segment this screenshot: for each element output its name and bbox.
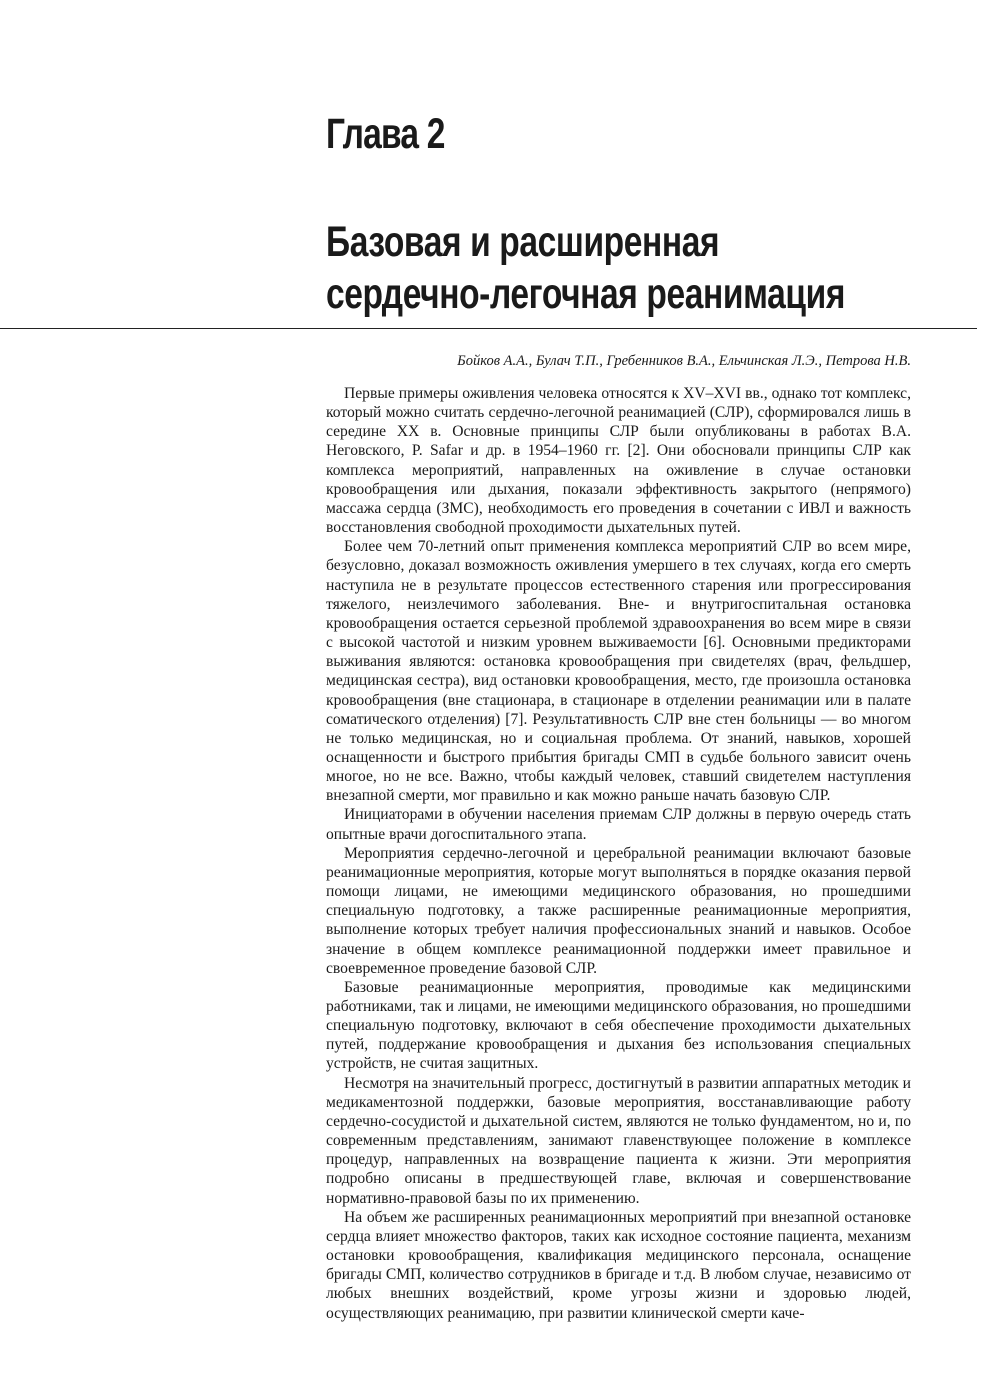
body-text: [326, 384, 911, 1323]
paragraph: Более чем 70-летний опыт применения комплекса мероприятий СЛР во всем мире, безусловно, доказал возможность оживления умершего в тех случаях, когда его смерть наступила не в результате процессов естественного старения или прогрессирования тяжелого, неизлечимого заболевания. Вне- и внутригоспитальная остановка кровообращения остается серьезной проблемой здравоохранения во всем мире в связи с высокой частотой и низким уровнем выживаемости [6]. Основными предикторами выживания являются: остановка кровообращения при свидетелях (врач, фельдшер, медицинская сестра), вид остановки кровообращения, место, где произошла остановка кровообращения (вне стационара, в стационаре в отделении реанимации или в палате соматического отделения) [7]. Результативность СЛР вне стен больницы — во многом не только медицинская, но и социальная проблема. От знаний, навыков, хорошей оснащенности и быстрого прибытия бригады СМП в судьбе больного зависит очень многое, но не все. Важно, чтобы каждый человек, ставший свидетелем наступления внезапной смерти, мог правильно и как можно раньше начать базовую СЛР.: [326, 538, 911, 805]
chapter-title: [326, 216, 845, 320]
paragraph: Инициаторами в обучении населения приемам СЛР должны в первую очередь стать опытные врачи догоспитального этапа.: [326, 806, 911, 843]
paragraph: Базовые реанимационные мероприятия, проводимые как медицинскими работниками, так и лицами, не имеющими медицинского образования, но прошедшими специальную подготовку, включают в себя обеспечение проходимости дыхательных путей, поддержание кровообращения и дыхания без использования специальных устройств, не считая защитных.: [326, 978, 911, 1073]
paragraph: Мероприятия сердечно-легочной и церебральной реанимации включают базовые реанимационные мероприятия, которые могут выполняться в порядке оказания первой помощи лицами, не имеющими медицинского образования, но прошедшими специальную подготовку, а также расширенные реанимационные мероприятия, выполнение которых требует наличия профессиональных знаний и навыков. Особое значение в общем комплексе реанимационной поддержки имеет правильное и своевременное проведение базовой СЛР.: [326, 844, 911, 977]
title-divider: [0, 328, 977, 329]
paragraph: На объем же расширенных реанимационных мероприятий при внезапной остановке сердца влияет множество факторов, таких как исходное состояние пациента, механизм остановки кровообращения, квалификация медицинского персонала, оснащение бригады СМП, количество сотрудников в бригаде и т.д. В любом случае, независимо от любых внешних воздействий, кроме угрозы жизни и здоровью людей, осуществляющих реанимацию, при развитии клинической смерти каче-: [326, 1208, 911, 1322]
chapter-title-line-1: Базовая и расширенная: [326, 218, 720, 266]
chapter-title-line-2: сердечно-легочная реанимация: [326, 270, 846, 318]
chapter-label: Глава 2: [326, 110, 445, 158]
paragraph: Первые примеры оживления человека относятся к XV–XVI вв., однако тот комплекс, который можно считать сердечно-легочной реанимацией (СЛР), сформировался лишь в середине ХХ в. Основные принципы СЛР были опубликованы в работах В.А. Неговского, P. Safar и др. в 1954–1960 гг. [2]. Они обосновали принципы СЛР как комплекса мероприятий, направленных на оживление в случае остановки кровообращения или дыхания, показали эффективность закрытого (непрямого) массажа сердца (ЗМС), необходимость его проведения в сочетании с ИВЛ и важность восстановления свободной проходимости дыхательных путей.: [326, 385, 911, 537]
authors-line: Бойков А.А., Булач Т.П., Гребенников В.А., Ельчинская Л.Э., Петрова Н.В.: [457, 353, 911, 369]
paragraph: Несмотря на значительный прогресс, достигнутый в развитии аппаратных методик и медикаментозной поддержки, базовые мероприятия, восстанавливающие работу сердечно-сосудистой и дыхательной систем, являются не только фундаментом, но и, по современным представлениям, занимают главенствующее положение в комплексе процедур, направленных на возвращение пациента к жизни. Эти мероприятия подробно описаны в предшествующей главе, включая и совершенствование нормативно-правовой базы по их применению.: [326, 1074, 911, 1207]
